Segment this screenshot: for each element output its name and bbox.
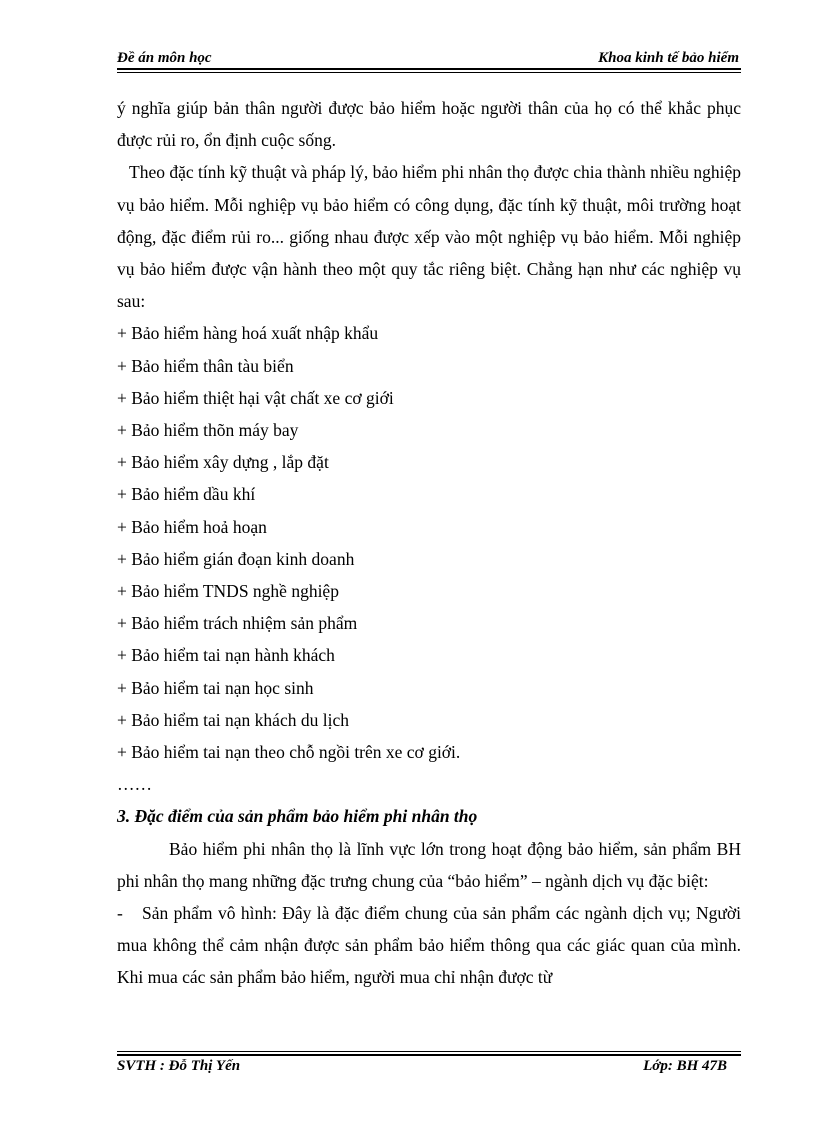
paragraph-characteristics: Bảo hiểm phi nhân thọ là lĩnh vực lớn trong hoạt động bảo hiểm, sản phẩm BH phi nhân thọ mang những đặc trưng chung của “bảo hiểm” – ngành dịch vụ đặc biệt: <box>117 838 741 891</box>
paragraph-intro: ý nghĩa giúp bản thân người được bảo hiểm hoặc người thân của họ có thể khắc phục được rủi ro, ổn định cuộc sống. <box>117 98 741 151</box>
list-item: + Bảo hiểm gián đoạn kinh doanh <box>117 548 355 569</box>
list-item: + Bảo hiểm thiệt hại vật chất xe cơ giới <box>117 387 394 408</box>
list-item: + Bảo hiểm TNDS nghề nghiệp <box>117 581 339 602</box>
list-item: + Bảo hiểm hoả hoạn <box>117 516 267 537</box>
header-rule <box>117 68 741 70</box>
header-course-title: Đề án môn học <box>117 50 212 66</box>
page-header <box>117 48 741 70</box>
list-item: + Bảo hiểm thõn máy bay <box>117 420 299 441</box>
header-rule-thin <box>117 72 741 73</box>
footer-author: SVTH : Đỗ Thị Yến <box>117 1058 241 1074</box>
list-item: + Bảo hiểm xây dựng , lắp đặt <box>117 452 329 473</box>
list-item: + Bảo hiểm dầu khí <box>117 484 256 505</box>
paragraph-classification: Theo đặc tính kỹ thuật và pháp lý, bảo hiểm phi nhân thọ được chia thành nhiều nghiệp vụ bảo hiểm. Mỗi nghiệp vụ bảo hiểm có công dụng, đặc tính kỹ thuật, môi trường hoạt động, đặc điểm rủi ro... giống nhau được xếp vào một nghiệp vụ bảo hiểm. Mỗi nghiệp vụ bảo hiểm được vận hành theo một quy tắc riêng biệt. Chẳng hạn như các nghiệp vụ sau: <box>117 162 741 312</box>
footer-class: Lớp: BH 47B <box>643 1058 727 1074</box>
list-item: + Bảo hiểm tai nạn hành khách <box>117 645 335 666</box>
insurance-list <box>117 317 741 768</box>
dash-item-text: Sản phẩm vô hình: Đây là đặc điểm chung của sản phẩm các ngành dịch vụ; Người mua không thể cảm nhận được sản phẩm bảo hiểm thông qua các giác quan của mình. Khi mua các sản phẩm bảo hiểm, người mua chỉ nhận được từ <box>117 903 741 988</box>
list-item: + Bảo hiểm tai nạn theo chỗ ngồi trên xe cơ giới. <box>117 742 461 763</box>
list-item: + Bảo hiểm tai nạn học sinh <box>117 677 314 698</box>
page-footer <box>117 1058 741 1080</box>
dash-list-item <box>117 897 741 994</box>
footer-rule <box>117 1054 741 1056</box>
header-faculty: Khoa kinh tế bảo hiểm <box>598 50 739 66</box>
list-item: + Bảo hiểm hàng hoá xuất nhập khẩu <box>117 323 379 344</box>
list-item: + Bảo hiểm thân tàu biển <box>117 355 294 376</box>
page-body <box>117 92 741 994</box>
section-heading: 3. Đặc điểm của sản phẩm bảo hiểm phi nhân thọ <box>117 806 478 827</box>
list-item: + Bảo hiểm tai nạn khách du lịch <box>117 709 349 730</box>
dash-marker: - <box>117 903 123 924</box>
list-item: + Bảo hiểm trách nhiệm sản phẩm <box>117 613 358 634</box>
ellipsis: …… <box>117 774 152 795</box>
footer-rule-thin <box>117 1051 741 1052</box>
